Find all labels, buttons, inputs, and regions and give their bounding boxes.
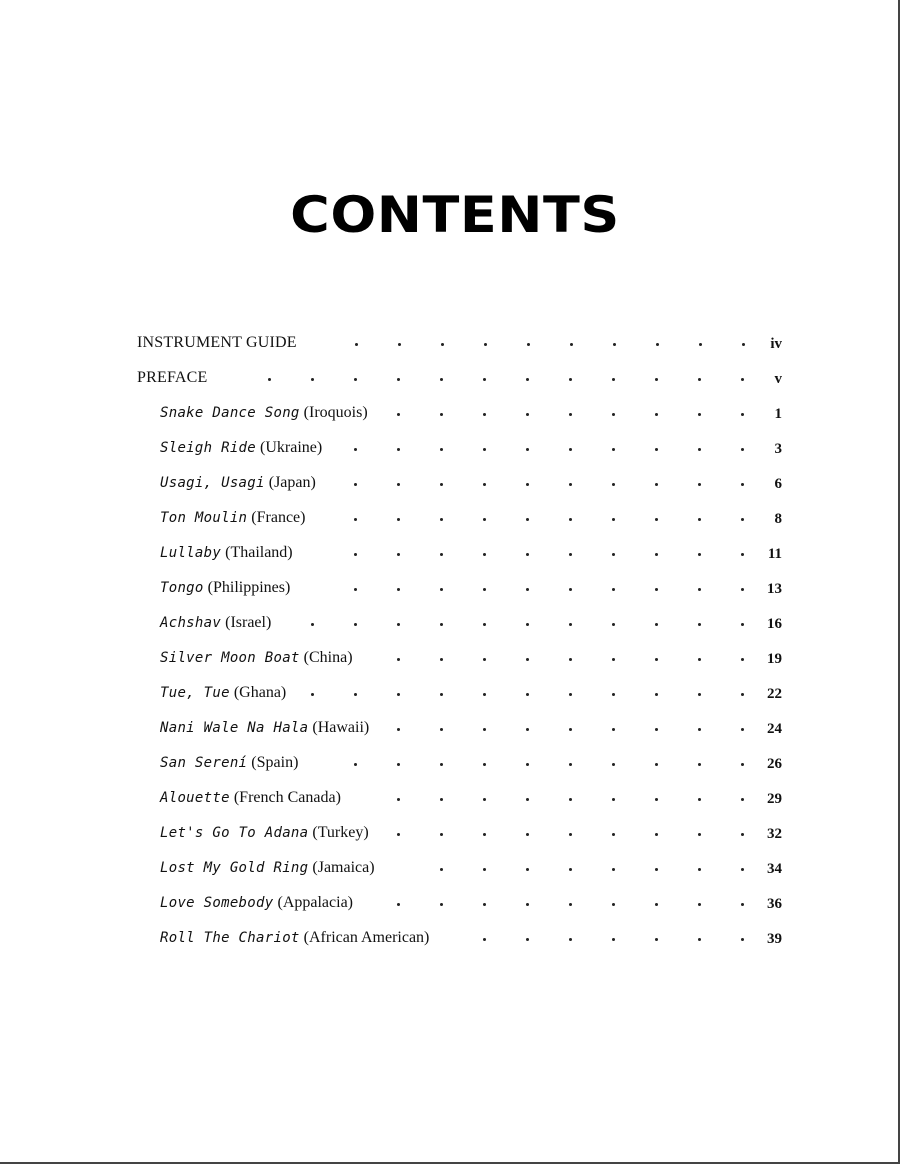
leader-dot [612, 378, 615, 381]
leader-dot [483, 483, 486, 486]
leader-dot [569, 693, 572, 696]
leader-dot [569, 868, 572, 871]
leader-dot [698, 868, 701, 871]
leader-dot [698, 833, 701, 836]
leader-dot [698, 553, 701, 556]
leader-dot [698, 763, 701, 766]
leader-dot [483, 938, 486, 941]
leader-dot [612, 553, 615, 556]
leader-dot [483, 798, 486, 801]
leader-dot [612, 903, 615, 906]
leader-dot [612, 728, 615, 731]
toc-song-row [0, 748, 900, 778]
song-origin: (Hawaii) [312, 719, 370, 736]
leader-dot [483, 763, 486, 766]
leader-dot [440, 553, 443, 556]
leader-dot [569, 483, 572, 486]
leader-dot [526, 903, 529, 906]
leader-dot [354, 448, 357, 451]
song-origin: (China) [303, 649, 353, 666]
leader-dot [311, 623, 314, 626]
toc-page-number: 36 [767, 896, 782, 912]
leader-dot [526, 518, 529, 521]
leader-dot [354, 483, 357, 486]
leader-dot [440, 413, 443, 416]
leader-dot [656, 343, 659, 346]
leader-dot [440, 693, 443, 696]
leader-dot [612, 833, 615, 836]
leader-dot [655, 728, 658, 731]
toc-page-number: 1 [774, 406, 782, 422]
leader-dot [440, 588, 443, 591]
leader-dot [483, 833, 486, 836]
song-origin: (African American) [303, 929, 430, 946]
leader-dot [655, 833, 658, 836]
leader-dot [612, 868, 615, 871]
leader-dot [613, 343, 616, 346]
leader-dot [526, 553, 529, 556]
leader-dot [741, 413, 744, 416]
leader-dot [569, 588, 572, 591]
leader-dot [483, 693, 486, 696]
leader-dot [354, 763, 357, 766]
leader-dot [655, 588, 658, 591]
leader-dot [483, 728, 486, 731]
toc-section-row [0, 328, 900, 358]
leader-dot [741, 833, 744, 836]
leader-dot [398, 343, 401, 346]
leader-dot [311, 378, 314, 381]
leader-dot [741, 518, 744, 521]
leader-dot [483, 553, 486, 556]
leader-dot [397, 763, 400, 766]
leader-dot [397, 623, 400, 626]
leader-dot [741, 938, 744, 941]
leader-dot [612, 658, 615, 661]
leader-dot [483, 378, 486, 381]
leader-dot [526, 868, 529, 871]
leader-dot [655, 658, 658, 661]
leader-dot [612, 693, 615, 696]
toc-song-row [0, 398, 900, 428]
leader-dot [440, 798, 443, 801]
leader-dot [397, 693, 400, 696]
leader-dot [569, 938, 572, 941]
song-origin: (France) [251, 509, 306, 526]
leader-dot [698, 483, 701, 486]
leader-dot [483, 903, 486, 906]
song-origin: (Ghana) [233, 684, 287, 701]
song-title: Silver Moon Boat [160, 650, 300, 666]
toc-song-row [0, 468, 900, 498]
leader-dot [569, 378, 572, 381]
leader-dot [483, 413, 486, 416]
leader-dot [526, 483, 529, 486]
leader-dot [698, 448, 701, 451]
leader-dot [397, 413, 400, 416]
leader-dot [655, 378, 658, 381]
leader-dot [569, 518, 572, 521]
leader-dot [655, 693, 658, 696]
leader-dot [440, 448, 443, 451]
leader-dot [655, 868, 658, 871]
leader-dot [698, 518, 701, 521]
leader-dot [741, 483, 744, 486]
toc-section-label: INSTRUMENT GUIDE [137, 334, 297, 351]
leader-dot [741, 903, 744, 906]
toc-page-number: 6 [774, 476, 782, 492]
leader-dot [354, 378, 357, 381]
song-origin: (Jamaica) [312, 859, 375, 876]
song-title: San Serení [160, 755, 248, 771]
leader-dot [741, 693, 744, 696]
leader-dot [698, 658, 701, 661]
toc-section-label: PREFACE [137, 369, 208, 386]
leader-dot [698, 588, 701, 591]
leader-dot [612, 588, 615, 591]
leader-dot [526, 588, 529, 591]
leader-dot [569, 763, 572, 766]
leader-dot [311, 693, 314, 696]
toc-page-number: 19 [767, 651, 782, 667]
leader-dot [698, 623, 701, 626]
song-origin: (Iroquois) [303, 404, 368, 421]
leader-dot [397, 728, 400, 731]
leader-dot [526, 413, 529, 416]
leader-dot [440, 903, 443, 906]
leader-dot [612, 518, 615, 521]
leader-dot [569, 903, 572, 906]
toc-page-number: 39 [767, 931, 782, 947]
song-origin: (Spain) [251, 754, 299, 771]
song-origin: (Thailand) [225, 544, 293, 561]
song-title: Roll The Chariot [160, 930, 300, 946]
leader-dot [698, 693, 701, 696]
leader-dot [569, 658, 572, 661]
song-origin: (Turkey) [312, 824, 369, 841]
toc-song-row [0, 643, 900, 673]
leader-dot [655, 413, 658, 416]
leader-dot [741, 728, 744, 731]
leader-dot [483, 868, 486, 871]
leader-dot [441, 343, 444, 346]
toc-song-row [0, 818, 900, 848]
leader-dot [397, 518, 400, 521]
leader-dot [440, 658, 443, 661]
leader-dot [526, 763, 529, 766]
leader-dot [655, 518, 658, 521]
toc-page-number: 22 [767, 686, 782, 702]
leader-dot [526, 693, 529, 696]
leader-dot [569, 623, 572, 626]
leader-dot [698, 413, 701, 416]
toc-song-row [0, 538, 900, 568]
leader-dot [698, 378, 701, 381]
leader-dot [354, 588, 357, 591]
song-origin: (Appalacia) [277, 894, 353, 911]
leader-dot [483, 448, 486, 451]
leader-dot [397, 798, 400, 801]
toc-song-row [0, 713, 900, 743]
leader-dot [741, 378, 744, 381]
song-title: Tue, Tue [160, 685, 230, 701]
leader-dot [397, 833, 400, 836]
leader-dot [483, 658, 486, 661]
leader-dot [699, 343, 702, 346]
leader-dot [440, 623, 443, 626]
toc-page-number: 8 [774, 511, 782, 527]
toc-song-row [0, 678, 900, 708]
leader-dot [655, 763, 658, 766]
leader-dot [569, 553, 572, 556]
leader-dot [484, 343, 487, 346]
leader-dot [612, 763, 615, 766]
song-title: Lullaby [160, 545, 222, 561]
leader-dot [655, 553, 658, 556]
toc-song-row [0, 503, 900, 533]
song-title: Love Somebody [160, 895, 274, 911]
leader-dot [354, 693, 357, 696]
toc-song-row [0, 573, 900, 603]
leader-dot [698, 798, 701, 801]
toc-page-number: v [774, 371, 782, 387]
leader-dot [698, 903, 701, 906]
leader-dot [741, 798, 744, 801]
toc-song-row [0, 783, 900, 813]
leader-dot [440, 483, 443, 486]
leader-dot [698, 728, 701, 731]
song-origin: (Japan) [268, 474, 316, 491]
leader-dot [655, 903, 658, 906]
leader-dot [569, 833, 572, 836]
leader-dot [741, 623, 744, 626]
leader-dot [397, 378, 400, 381]
leader-dot [354, 623, 357, 626]
song-title: Tongo [160, 580, 204, 596]
leader-dot [526, 833, 529, 836]
leader-dot [569, 798, 572, 801]
leader-dot [612, 413, 615, 416]
toc-song-row [0, 888, 900, 918]
leader-dot [569, 728, 572, 731]
toc-section-row [0, 363, 900, 393]
leader-dot [655, 448, 658, 451]
song-origin: (Ukraine) [260, 439, 323, 456]
toc-song-row [0, 608, 900, 638]
leader-dot [397, 553, 400, 556]
leader-dot [526, 623, 529, 626]
leader-dot [526, 378, 529, 381]
leader-dot [440, 763, 443, 766]
toc-page-number: 34 [767, 861, 782, 877]
leader-dot [526, 798, 529, 801]
leader-dot [526, 658, 529, 661]
toc-page-number: 29 [767, 791, 782, 807]
leader-dot [526, 448, 529, 451]
song-title: Lost My Gold Ring [160, 860, 309, 876]
leader-dot [612, 448, 615, 451]
leader-dot [655, 483, 658, 486]
leader-dot [570, 343, 573, 346]
leader-dot [397, 903, 400, 906]
leader-dot [698, 938, 701, 941]
leader-dot [655, 623, 658, 626]
leader-dot [612, 798, 615, 801]
leader-dot [397, 588, 400, 591]
song-title: Alouette [160, 790, 230, 806]
toc-song-row [0, 923, 900, 953]
leader-dot [397, 448, 400, 451]
leader-dot [268, 378, 271, 381]
leader-dot [569, 448, 572, 451]
toc-song-row [0, 433, 900, 463]
song-title: Ton Moulin [160, 510, 248, 526]
leader-dot [440, 378, 443, 381]
toc-page-number: 24 [767, 721, 782, 737]
leader-dot [354, 518, 357, 521]
leader-dot [483, 588, 486, 591]
leader-dot [440, 833, 443, 836]
song-title: Let's Go To Adana [160, 825, 309, 841]
leader-dot [527, 343, 530, 346]
leader-dot [612, 938, 615, 941]
song-origin: (Philippines) [207, 579, 291, 596]
leader-dot [440, 868, 443, 871]
leader-dot [569, 413, 572, 416]
leader-dot [742, 343, 745, 346]
toc-page-number: 26 [767, 756, 782, 772]
toc-page-number: 32 [767, 826, 782, 842]
leader-dot [612, 483, 615, 486]
song-title: Achshav [160, 615, 222, 631]
toc-page-number: 3 [774, 441, 782, 457]
leader-dot [526, 938, 529, 941]
leader-dot [741, 588, 744, 591]
toc-page-number: 13 [767, 581, 782, 597]
leader-dot [612, 623, 615, 626]
leader-dot [397, 483, 400, 486]
toc-song-row [0, 853, 900, 883]
leader-dot [741, 448, 744, 451]
leader-dot [483, 623, 486, 626]
leader-dot [741, 763, 744, 766]
song-origin: (Israel) [225, 614, 272, 631]
leader-dot [440, 728, 443, 731]
toc-page-number: 11 [767, 546, 782, 562]
leader-dot [440, 518, 443, 521]
leader-dot [655, 798, 658, 801]
leader-dot [483, 518, 486, 521]
leader-dot [355, 343, 358, 346]
leader-dot [741, 658, 744, 661]
page-title: CONTENTS [290, 186, 620, 244]
toc-page-number: 16 [767, 616, 782, 632]
leader-dot [526, 728, 529, 731]
leader-dot [397, 658, 400, 661]
song-title: Sleigh Ride [160, 440, 257, 456]
leader-dot [655, 938, 658, 941]
leader-dot [354, 553, 357, 556]
song-title: Usagi, Usagi [160, 475, 265, 491]
song-title: Nani Wale Na Hala [160, 720, 309, 736]
leader-dot [741, 868, 744, 871]
leader-dot [741, 553, 744, 556]
song-origin: (French Canada) [233, 789, 341, 806]
song-title: Snake Dance Song [160, 405, 300, 421]
toc-page-number: iv [770, 336, 782, 352]
